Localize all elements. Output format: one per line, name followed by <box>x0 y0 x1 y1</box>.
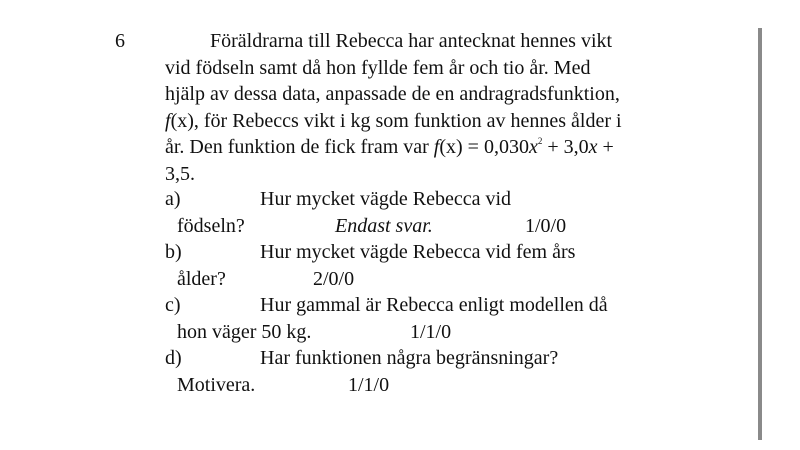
exponent: 2 <box>537 136 543 146</box>
part-question: Hur mycket vägde Rebecca vid <box>260 188 512 210</box>
page-edge-divider <box>758 28 762 440</box>
points: 2/0/0 <box>313 267 355 290</box>
function-symbol: f <box>165 109 171 132</box>
intro-line-6: 3,5. <box>165 162 195 185</box>
part-question: Har funktionen några begränsningar? <box>260 347 559 369</box>
problem-intro <box>165 28 685 187</box>
part-question-cont: ålder? <box>177 267 226 290</box>
intro-line-1: Föräldrarna till Rebecca har antecknat hennes vikt <box>210 30 613 52</box>
points: 1/1/0 <box>410 320 452 343</box>
intro-line-2: vid födseln samt då hon fyllde fem år och tio år. Med <box>165 56 591 79</box>
intro-line-3: hjälp av dessa data, anpassade de en andragradsfunktion, <box>165 83 620 105</box>
part-c <box>165 292 725 345</box>
part-question-cont: födseln? <box>177 214 245 237</box>
part-label: d) <box>165 347 182 369</box>
part-question-cont: Motivera. <box>177 373 256 396</box>
intro-line-4: f(x), för Rebeccs vikt i kg som funktion av hennes ålder i <box>165 109 622 132</box>
part-question: Hur mycket vägde Rebecca vid fem års <box>260 241 576 263</box>
part-b <box>165 239 725 292</box>
answer-note: Endast svar. <box>335 214 433 237</box>
problem-number: 6 <box>115 30 125 52</box>
part-question: Hur gammal är Rebecca enligt modellen då <box>260 294 608 316</box>
part-question-cont: hon väger 50 kg. <box>177 320 312 343</box>
part-d <box>165 345 725 398</box>
points: 1/1/0 <box>348 373 390 396</box>
part-a <box>165 186 725 239</box>
part-label: c) <box>165 294 181 316</box>
points: 1/0/0 <box>525 214 567 237</box>
part-label: a) <box>165 188 181 210</box>
intro-line-5: år. Den funktion de fick fram var $f(x) = 0,030x^2 + 3,0x$ + <box>165 136 614 158</box>
part-label: b) <box>165 241 182 263</box>
